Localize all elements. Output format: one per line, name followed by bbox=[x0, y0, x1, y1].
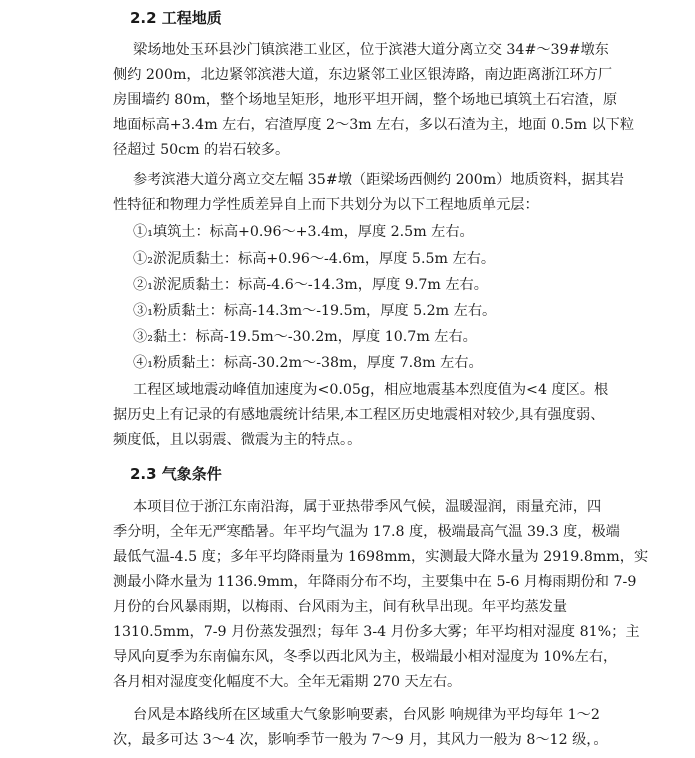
geology-layer-item: ①₁填筑土：标高+0.96～+3.4m，厚度 2.5m 左右。 bbox=[133, 224, 474, 240]
paragraph-line: 侧约 200m，北边紧邻滨港大道，东边紧邻工业区银涛路，南边距离浙江环方厂 bbox=[113, 67, 613, 83]
paragraph-line: 本项目位于浙江东南沿海，属于亚热带季风气候，温暖湿润，雨量充沛，四 bbox=[133, 499, 602, 515]
paragraph-line: 工程区域地震动峰值加速度为<0.05g，相应地震基本烈度值为<4 度区。根 bbox=[133, 382, 609, 398]
section-heading-climate: 2.3 气象条件 bbox=[130, 465, 222, 483]
geology-layer-item: ②₁淤泥质黏土：标高-4.6～-14.3m，厚度 9.7m 左右。 bbox=[133, 277, 488, 293]
section-heading-geology: 2.2 工程地质 bbox=[130, 9, 222, 27]
paragraph-line: 性特征和物理力学性质差异自上而下共划分为以下工程地质单元层： bbox=[113, 197, 539, 213]
paragraph-line: 参考滨港大道分离立交左幅 35#墩（距梁场西侧约 200m）地质资料，据其岩 bbox=[133, 172, 624, 188]
geology-layer-item: ③₂黏土：标高-19.5m～-30.2m，厚度 10.7m 左右。 bbox=[133, 329, 477, 345]
paragraph-line: 房围墙约 80m，整个场地呈矩形，地形平坦开阔，整个场地已填筑土石宕渣，原 bbox=[113, 92, 618, 108]
paragraph-line: 据历史上有记录的有感地震统计结果,本工程区历史地震相对较少,具有强度弱、 bbox=[113, 407, 605, 423]
paragraph-line: 季分明，全年无严寒酷暑。年平均气温为 17.8 度，极端最高气温 39.3 度，极端 bbox=[113, 524, 620, 540]
paragraph-line: 次，最多可达 3～4 次，影响季节一般为 7～9 月，其风力一般为 8～12 级，。 bbox=[113, 732, 608, 748]
paragraph-line: 最低气温-4.5 度；多年平均降雨量为 1698mm，实测最大降水量为 2919.8mm，实 bbox=[113, 549, 649, 565]
paragraph-line: 各月相对湿度变化幅度不大。全年无霜期 270 天左右。 bbox=[113, 674, 462, 690]
geology-layer-item: ①₂淤泥质黏土：标高+0.96～-4.6m，厚度 5.5m 左右。 bbox=[133, 251, 496, 267]
paragraph-line: 梁场地处玉环县沙门镇滨港工业区，位于滨港大道分离立交 34#～39#墩东 bbox=[133, 42, 609, 58]
geology-layer-item: ④₁粉质黏土：标高-30.2m～-38m，厚度 7.8m 左右。 bbox=[133, 355, 483, 371]
paragraph-line: 月份的台风暴雨期，以梅雨、台风雨为主，间有秋旱出现。年平均蒸发量 bbox=[113, 599, 568, 615]
paragraph-line: 径超过 50cm 的岩石较多。 bbox=[113, 142, 290, 158]
paragraph-line: 频度低，且以弱震、微震为主的特点。。 bbox=[113, 432, 362, 448]
paragraph-line: 1310.5mm，7-9 月份蒸发强烈；每年 3-4 月份多大雾；年平均相对湿度 81%；主 bbox=[113, 624, 640, 640]
paragraph-line: 导风向夏季为东南偏东风，冬季以西北风为主，极端最小相对湿度为 10%左右， bbox=[113, 649, 618, 665]
geology-layer-item: ③₁粉质黏土：标高-14.3m～-19.5m，厚度 5.2m 左右。 bbox=[133, 303, 497, 319]
paragraph-line: 地面标高+3.4m 左右，宕渣厚度 2～3m 左右，多以石渣为主，地面 0.5m 以下粒 bbox=[113, 117, 635, 133]
paragraph-line: 台风是本路线所在区域重大气象影响要素，台风影 响规律为平均每年 1～2 bbox=[133, 707, 600, 723]
paragraph-line: 测最小降水量为 1136.9mm，年降雨分布不均，主要集中在 5-6 月梅雨期份和 7-9 bbox=[113, 574, 637, 590]
